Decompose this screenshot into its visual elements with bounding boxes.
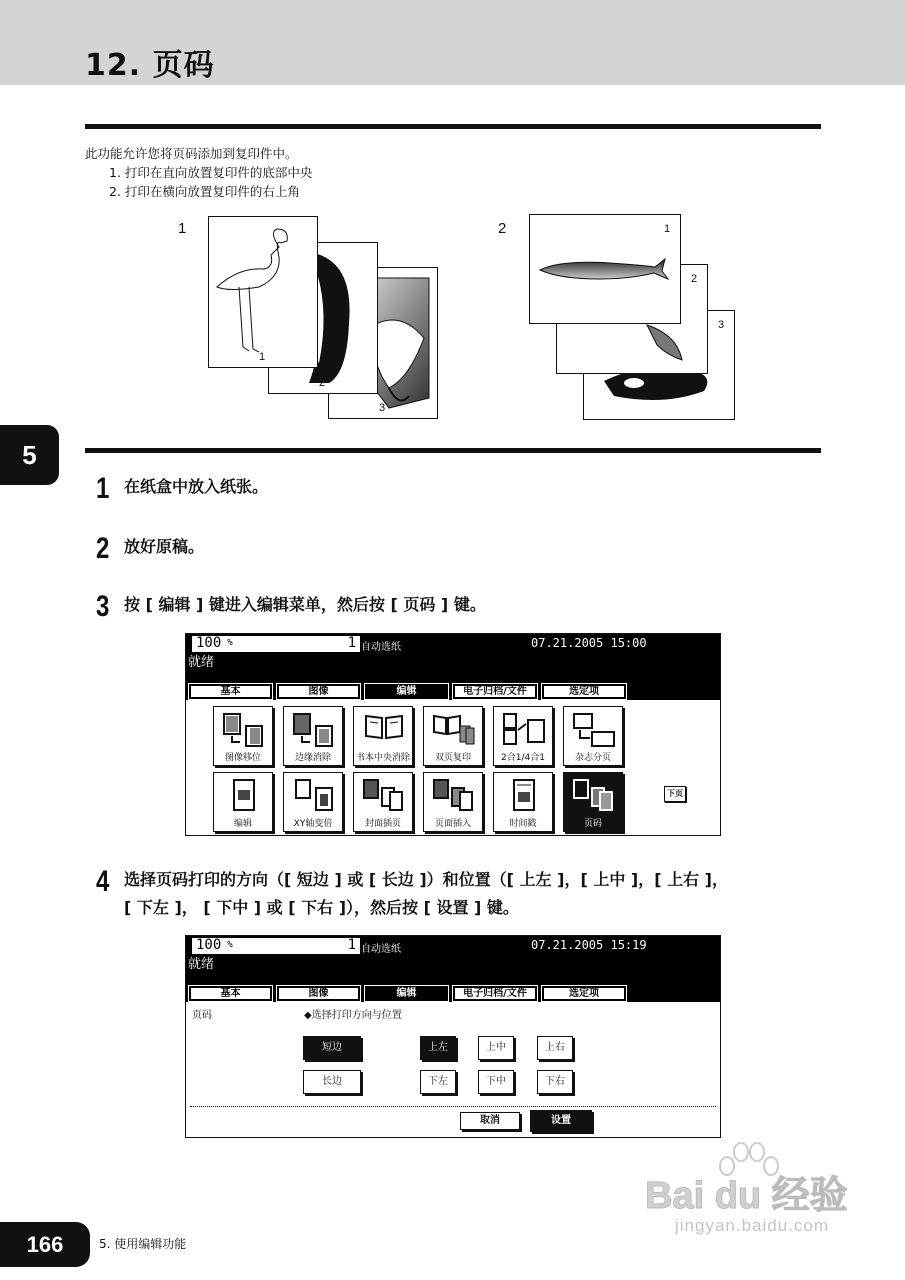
section-rule-top	[85, 124, 821, 129]
step-number: 4	[96, 865, 110, 898]
landscape-page-1	[529, 214, 681, 324]
paper-mode: 自动选纸	[361, 642, 401, 653]
illustration-label-2: 2	[498, 220, 507, 237]
long-edge-button[interactable]: 长边	[303, 1070, 361, 1094]
tab-image[interactable]: 图像	[277, 986, 360, 1001]
step-text: 按 [ 编辑 ] 键进入编辑菜单，然后按 [ 页码 ] 键。	[124, 595, 486, 614]
control-panel-screen-page-number	[185, 935, 721, 1138]
flamingo-illustration	[209, 217, 317, 367]
image-shift-button[interactable]	[213, 706, 273, 766]
time-stamp-button[interactable]	[493, 772, 553, 832]
bottom-left-button[interactable]: 下左	[420, 1070, 456, 1094]
datetime: 07.21.2005 15:19	[531, 938, 647, 952]
illustration-label-1: 1	[178, 220, 187, 237]
page-title: 12. 页码	[85, 48, 215, 83]
step-text-line1: 选择页码打印的方向（[ 短边 ] 或 [ 长边 ]）和位置（[ 上左 ]，[ 上中 ]，[ 上右 ]，	[124, 870, 728, 889]
sheet-insertion-button[interactable]	[423, 772, 483, 832]
intro-text	[85, 144, 312, 201]
portrait-page-1	[208, 216, 318, 368]
top-center-button[interactable]: 上中	[478, 1036, 514, 1060]
page-number-settings	[186, 1002, 720, 1137]
dual-page-button[interactable]	[423, 706, 483, 766]
function-label: 封面插页	[364, 819, 401, 829]
function-label: XY轴变倍	[293, 819, 333, 829]
function-label: 杂志分页	[574, 753, 611, 763]
copy-quantity: 100 % 1	[192, 636, 360, 652]
tab-edit[interactable]: 编辑	[365, 986, 448, 1001]
cancel-button[interactable]: 取消	[460, 1112, 520, 1130]
function-label: 图像移位	[224, 753, 261, 763]
top-left-button[interactable]: 上左	[420, 1036, 456, 1060]
function-label: 边缘消除	[294, 753, 331, 763]
function-label: 页面插入	[434, 819, 471, 829]
two-in-one-icon	[502, 712, 546, 748]
edit-button[interactable]	[213, 772, 273, 832]
page-number-icon	[572, 778, 616, 814]
tab-basic[interactable]: 基本	[189, 986, 272, 1001]
watermark-brand: Bai du 经验	[645, 1175, 848, 1217]
book-icon	[362, 712, 406, 748]
step-number: 2	[96, 532, 110, 565]
function-label: 时间戳	[509, 819, 537, 829]
image-shift-icon	[222, 712, 266, 748]
instruction-text: ◆选择打印方向与位置	[304, 1010, 402, 1021]
whale-illustration	[530, 215, 680, 323]
tab-image[interactable]: 图像	[277, 684, 360, 699]
cover-sheet-icon	[362, 778, 406, 814]
function-label: 页码	[583, 819, 602, 829]
edit-icon	[222, 778, 266, 814]
step-text-line2: [ 下左 ]， [ 下中 ] 或 [ 下右 ]），然后按 [ 设置 ] 键。	[124, 898, 519, 917]
tab-options[interactable]: 选定项	[542, 986, 626, 1001]
magazine-sort-button[interactable]	[563, 706, 623, 766]
intro-item-1: 1. 打印在直向放置复印件的底部中央	[109, 165, 313, 180]
section-rule-steps	[85, 448, 821, 453]
book-center-erase-button[interactable]	[353, 706, 413, 766]
footer-section: 5. 使用编辑功能	[99, 1237, 187, 1251]
status-text: 就绪	[188, 957, 215, 972]
bottom-right-button[interactable]: 下右	[537, 1070, 573, 1094]
baidu-jingyan-watermark	[645, 1140, 855, 1250]
intro-lead: 此功能允许您将页码添加到复印件中。	[85, 146, 298, 161]
step-number: 1	[96, 472, 110, 505]
xy-zoom-icon	[292, 778, 336, 814]
screen-label: 页码	[192, 1010, 212, 1021]
function-label: 双页复印	[434, 753, 471, 763]
tab-edit[interactable]: 编辑	[365, 684, 448, 699]
edge-erase-button[interactable]	[283, 706, 343, 766]
function-label: 2合1/4合1	[501, 753, 545, 763]
tab-e-filing[interactable]: 电子归档/文件	[453, 986, 537, 1001]
next-page-button[interactable]: 下页	[664, 786, 686, 802]
tab-basic[interactable]: 基本	[189, 684, 272, 699]
page-number-1: 1	[259, 351, 266, 363]
divider	[190, 1106, 716, 1107]
datetime: 07.21.2005 15:00	[531, 636, 647, 650]
tab-bar	[189, 986, 626, 1001]
xy-zoom-button[interactable]	[283, 772, 343, 832]
landscape-page-number-2: 2	[691, 273, 698, 285]
chapter-tab: 5	[0, 425, 59, 485]
landscape-page-number-1: 1	[664, 223, 671, 235]
control-panel-screen-edit	[185, 633, 721, 836]
cover-sheet-button[interactable]	[353, 772, 413, 832]
sheet-insertion-icon	[432, 778, 476, 814]
function-grid	[186, 700, 720, 835]
dual-page-icon	[432, 712, 476, 748]
short-edge-button[interactable]: 短边	[303, 1036, 361, 1060]
page-number-badge: 166	[0, 1222, 90, 1267]
copy-quantity: 100 % 1	[192, 938, 360, 954]
two-in-one-button[interactable]	[493, 706, 553, 766]
page-number-3: 3	[379, 402, 386, 414]
intro-item-2: 2. 打印在横向放置复印件的右上角	[109, 184, 300, 199]
step-text: 放好原稿。	[124, 537, 205, 556]
tab-bar	[189, 684, 626, 699]
function-label: 书本中央消除	[355, 753, 410, 763]
step-number: 3	[96, 590, 110, 623]
watermark-url: jingyan.baidu.com	[675, 1216, 830, 1235]
function-label: 编辑	[233, 819, 252, 829]
page-number-2: 2	[319, 377, 326, 389]
set-button[interactable]: 设置	[530, 1110, 592, 1132]
edge-erase-icon	[292, 712, 336, 748]
paper-mode: 自动选纸	[361, 944, 401, 955]
time-stamp-icon	[502, 778, 546, 814]
status-bar	[186, 936, 720, 1002]
top-right-button[interactable]: 上右	[537, 1036, 573, 1060]
tab-options[interactable]: 选定项	[542, 684, 626, 699]
step-text: 在纸盒中放入纸张。	[124, 477, 269, 496]
page-number-button[interactable]	[563, 772, 623, 832]
bottom-center-button[interactable]: 下中	[478, 1070, 514, 1094]
tab-e-filing[interactable]: 电子归档/文件	[453, 684, 537, 699]
magazine-sort-icon	[572, 712, 616, 748]
status-text: 就绪	[188, 655, 215, 670]
status-bar	[186, 634, 720, 700]
landscape-page-number-3: 3	[718, 319, 725, 331]
